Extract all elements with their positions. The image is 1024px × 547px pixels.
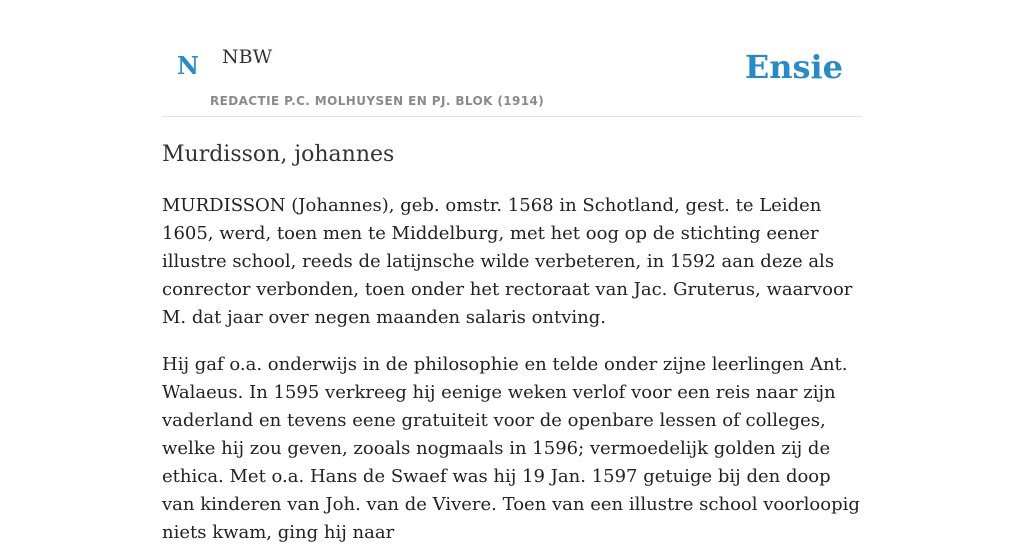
source-name-link[interactable]: NBW [222,46,273,68]
source-credit: REDACTIE P.C. MOLHUYSEN EN PJ. BLOK (1914) [210,94,545,108]
article-title: Murdisson, johannes [162,142,395,167]
article [162,140,862,547]
ensie-logo-link[interactable]: Ensie [744,48,843,86]
source-header [162,0,862,117]
source-logo-icon[interactable]: N [177,51,199,80]
article-paragraph: MURDISSON (Johannes), geb. omstr. 1568 in Schotland, gest. te Leiden 1605, werd, toen men te Middelburg, met het oog op de stichting eener illustre school, reeds de latijnsche wilde verbeteren, in 1592 aan deze als conrector verbonden, toen onder het rectoraat van Jac. Gruterus, waarvoor M. dat jaar over negen maanden salaris ontving. [162,195,853,328]
article-paragraph: Hij gaf o.a. onderwijs in de philosophie en telde onder zijne leerlingen Ant. Walaeus. In 1595 verkreeg hij eenige weken verlof voor een reis naar zijn vaderland en tevens eene gratuiteit voor de openbare lessen of colleges, welke hij zou geven, zooals nogmaals in 1596; vermoedelijk golden zij de ethica. Met o.a. Hans de Swaef was hij 19 Jan. 1597 getuige bij den doop van kinderen van Joh. van de Vivere. Toen van een illustre school voorloopig niets kwam, ging hij naar [162,354,860,543]
